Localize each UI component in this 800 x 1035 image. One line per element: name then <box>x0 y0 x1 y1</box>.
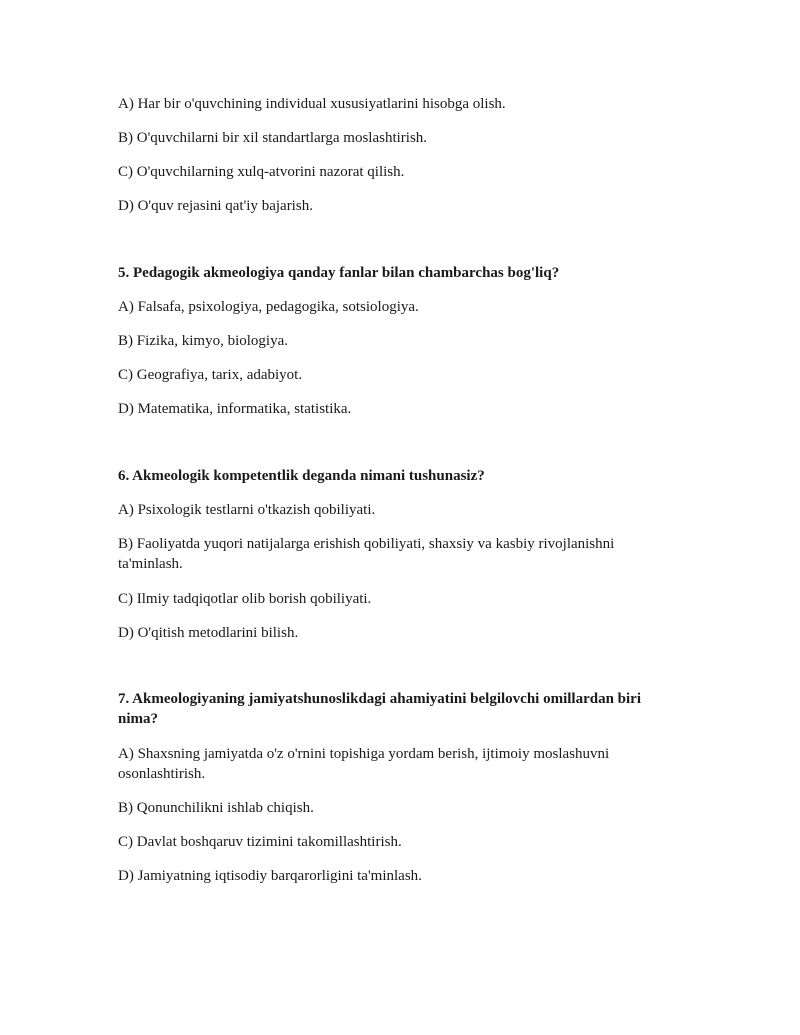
q7-option-b: B) Qonunchilikni ishlab chiqish. <box>118 800 314 816</box>
q6-option-d: D) O'qitish metodlarini bilish. <box>118 625 299 641</box>
q7-option-d: D) Jamiyatning iqtisodiy barqarorligini ta'minlash. <box>118 868 422 884</box>
q5-option-c: C) Geografiya, tarix, adabiyot. <box>118 367 303 383</box>
q5-option-a: A) Falsafa, psixologiya, pedagogika, sotsiologiya. <box>118 299 419 315</box>
q6-option-b: B) Faoliyatda yuqori natijalarga erishish qobiliyati, shaxsiy va kasbiy rivojlanishni ta'minlash. <box>118 536 615 572</box>
option-b-prev: B) O'quvchilarni bir xil standartlarga moslashtirish. <box>118 130 428 146</box>
option-a-prev: A) Har bir o'quvchining individual xususiyatlarini hisobga olish. <box>118 96 506 112</box>
question-5: 5. Pedagogik akmeologiya qanday fanlar bilan chambarchas bog'liq? <box>118 265 560 281</box>
q6-option-c: C) Ilmiy tadqiqotlar olib borish qobiliyati. <box>118 591 372 607</box>
q5-option-b: B) Fizika, kimyo, biologiya. <box>118 333 288 349</box>
q7-option-a: A) Shaxsning jamiyatda o'z o'rnini topishiga yordam berish, ijtimoiy moslashuvni osonlashtirish. <box>118 746 610 782</box>
option-c-prev: C) O'quvchilarning xulq-atvorini nazorat qilish. <box>118 164 405 180</box>
question-6: 6. Akmeologik kompetentlik deganda nimani tushunasiz? <box>118 468 485 484</box>
question-7: 7. Akmeologiyaning jamiyatshunoslikdagi ahamiyatini belgilovchi omillardan biri nima? <box>118 691 642 727</box>
q6-option-a: A) Psixologik testlarni o'tkazish qobiliyati. <box>118 502 376 518</box>
option-d-prev: D) O'quv rejasini qat'iy bajarish. <box>118 198 313 214</box>
q7-option-c: C) Davlat boshqaruv tizimini takomillashtirish. <box>118 834 402 850</box>
q5-option-d: D) Matematika, informatika, statistika. <box>118 401 352 417</box>
